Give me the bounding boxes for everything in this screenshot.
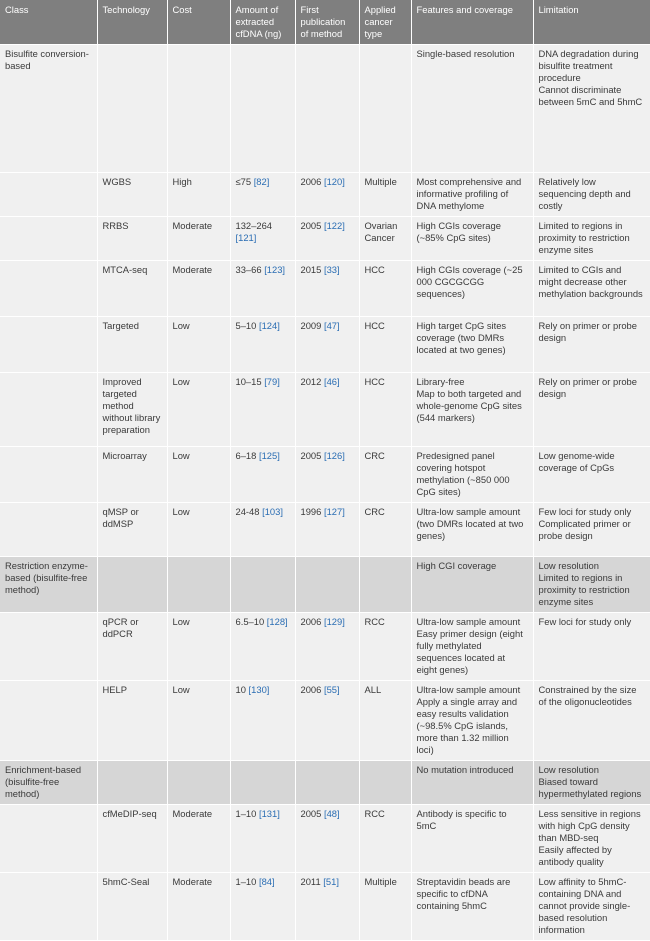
cell-limitation — [533, 447, 650, 503]
cell-class — [0, 805, 97, 873]
cell-features-line: High CGIs coverage (~25 000 CGCGCGG sequences) — [416, 264, 523, 299]
cancer-type: RCC — [364, 616, 385, 627]
cell-class — [0, 557, 97, 613]
cell-amount — [230, 173, 295, 217]
cell-technology — [97, 173, 167, 217]
cell-publication-value: 2006 — [300, 616, 322, 627]
cell-class — [0, 873, 97, 941]
cell-cancer — [359, 805, 411, 873]
technology-name: cfMeDIP-seq — [102, 808, 157, 819]
reference-link[interactable]: [79] — [264, 376, 280, 387]
cell-limitation — [533, 873, 650, 941]
class-name: Restriction enzyme-based (bisulfite-free method) — [5, 560, 88, 595]
cell-features-line: Easy primer design (eight fully methylated sequences located at eight genes) — [416, 628, 523, 675]
cost-value: Low — [172, 684, 190, 695]
table-row — [0, 173, 650, 217]
cell-amount — [230, 261, 295, 317]
technology-name: Targeted — [102, 320, 139, 331]
cell-cost — [167, 503, 230, 557]
cell-technology — [97, 873, 167, 941]
cell-publication — [295, 503, 359, 557]
cell-amount-value: 10 — [235, 684, 246, 695]
cell-publication — [295, 681, 359, 761]
cell-amount-value: 6.5–10 — [235, 616, 265, 627]
cell-cost — [167, 317, 230, 373]
cell-features — [411, 557, 533, 613]
table-row — [0, 447, 650, 503]
reference-link[interactable]: [84] — [258, 876, 275, 887]
cell-features — [411, 317, 533, 373]
reference-link[interactable]: [123] — [264, 264, 286, 275]
cell-limitation-line: Complicated primer or probe design — [538, 518, 631, 541]
cell-publication-value: 2006 — [300, 176, 322, 187]
cancer-type: Ovarian Cancer — [364, 220, 398, 243]
technology-name: RRBS — [102, 220, 129, 231]
table-row — [0, 613, 650, 681]
cell-amount-value: 132–264 — [235, 220, 272, 231]
cancer-type: CRC — [364, 506, 385, 517]
cell-cancer — [359, 761, 411, 805]
cell-cancer — [359, 613, 411, 681]
cell-amount-value: 33–66 — [235, 264, 262, 275]
table-row — [0, 681, 650, 761]
cell-amount — [230, 805, 295, 873]
cell-features-line: No mutation introduced — [416, 764, 514, 775]
cell-features-line: Single-based resolution — [416, 48, 515, 59]
cell-limitation-line: Limited to CGIs and might decrease other methylation backgrounds — [538, 264, 643, 299]
cell-technology — [97, 317, 167, 373]
cell-class — [0, 217, 97, 261]
cell-technology — [97, 45, 167, 173]
cell-limitation — [533, 503, 650, 557]
header-class: Class — [0, 0, 97, 45]
class-name: Enrichment-based (bisulfite-free method) — [5, 764, 82, 799]
cell-limitation-line: Easily affected by antibody quality — [538, 844, 612, 867]
cell-features-line: Apply a single array and easy results validation (~98.5% CpG islands, more than 1.32 million loci) — [416, 696, 518, 755]
cell-class — [0, 45, 97, 173]
cell-cancer — [359, 217, 411, 261]
cell-publication-value: 2005 — [300, 450, 322, 461]
cell-features-line: Ultra-low sample amount — [416, 616, 521, 627]
cell-cancer — [359, 681, 411, 761]
reference-link[interactable]: [33] — [323, 264, 340, 275]
cell-technology — [97, 805, 167, 873]
cell-limitation-line: Rely on primer or probe design — [538, 320, 637, 343]
cell-limitation — [533, 613, 650, 681]
cell-technology — [97, 373, 167, 447]
cell-features-line: Streptavidin beads are specific to cfDNA containing 5hmC — [416, 876, 511, 911]
cell-limitation — [533, 557, 650, 613]
cell-features — [411, 805, 533, 873]
cell-cost — [167, 613, 230, 681]
cell-features-line: Ultra-low sample amount — [416, 684, 521, 695]
cancer-type: Multiple — [364, 876, 397, 887]
cell-publication — [295, 613, 359, 681]
cell-technology — [97, 217, 167, 261]
table-row — [0, 217, 650, 261]
cell-features-line: Predesigned panel covering hotspot methylation (~850 000 CpG sites) — [416, 450, 510, 497]
cell-amount-value: ≤75 — [235, 176, 252, 187]
reference-link[interactable]: [120] — [323, 176, 345, 187]
cell-publication-value: 2009 — [300, 320, 322, 331]
cell-publication-value: 2005 — [300, 220, 322, 231]
technology-name: Microarray — [102, 450, 147, 461]
cell-class — [0, 681, 97, 761]
cell-limitation — [533, 761, 650, 805]
reference-link[interactable]: [122] — [323, 220, 345, 231]
technology-name: 5hmC-Seal — [102, 876, 150, 887]
cell-publication — [295, 557, 359, 613]
header-first-publication: First publication of method — [295, 0, 359, 45]
cell-features-line: Most comprehensive and informative profiling of DNA methylome — [416, 176, 522, 211]
cancer-type: HCC — [364, 264, 385, 275]
cell-amount-value: 5–10 — [235, 320, 257, 331]
cost-value: Moderate — [172, 220, 213, 231]
cancer-type: ALL — [364, 684, 382, 695]
cell-cancer — [359, 45, 411, 173]
reference-link[interactable]: [46] — [323, 376, 340, 387]
cell-publication — [295, 447, 359, 503]
reference-link[interactable]: [130] — [248, 684, 270, 695]
cell-cancer — [359, 317, 411, 373]
cell-limitation-line: Low resolution — [538, 764, 599, 775]
cancer-type: Multiple — [364, 176, 397, 187]
cell-cancer — [359, 373, 411, 447]
cell-amount — [230, 557, 295, 613]
cancer-type: CRC — [364, 450, 385, 461]
cell-limitation-line: Limited to regions in proximity to restriction enzyme sites — [538, 572, 630, 607]
table-body — [0, 45, 650, 941]
cell-publication — [295, 373, 359, 447]
cell-publication — [295, 761, 359, 805]
cell-limitation-line: Few loci for study only — [538, 506, 632, 517]
cell-cost — [167, 681, 230, 761]
cell-technology — [97, 503, 167, 557]
cell-class — [0, 373, 97, 447]
table-row — [0, 317, 650, 373]
cell-features — [411, 447, 533, 503]
cell-cost — [167, 217, 230, 261]
cell-limitation-line: Limited to regions in proximity to restriction enzyme sites — [538, 220, 630, 255]
header-limitation: Limitation — [533, 0, 650, 45]
cell-features — [411, 217, 533, 261]
cell-publication — [295, 261, 359, 317]
reference-link[interactable]: [124] — [258, 320, 280, 331]
header-technology: Technology — [97, 0, 167, 45]
cell-amount — [230, 613, 295, 681]
cell-technology — [97, 613, 167, 681]
cell-class — [0, 613, 97, 681]
cell-publication — [295, 317, 359, 373]
cell-amount — [230, 373, 295, 447]
cell-cost — [167, 557, 230, 613]
cell-class — [0, 173, 97, 217]
cell-amount — [230, 45, 295, 173]
cell-publication-value: 2006 — [300, 684, 322, 695]
cell-limitation — [533, 217, 650, 261]
cell-amount — [230, 317, 295, 373]
cell-limitation-line: Constrained by the size of the oligonucleotides — [538, 684, 637, 707]
table-row — [0, 873, 650, 941]
reference-link[interactable]: [103] — [262, 506, 283, 517]
cell-cost — [167, 373, 230, 447]
cell-cancer — [359, 447, 411, 503]
cell-publication — [295, 173, 359, 217]
cell-publication — [295, 873, 359, 941]
cell-limitation-line: Cannot discriminate between 5mC and 5hmC — [538, 84, 643, 107]
cost-value: High — [172, 176, 192, 187]
header-amount: Amount of extracted cfDNA (ng) — [230, 0, 295, 45]
cell-class — [0, 317, 97, 373]
cell-publication — [295, 217, 359, 261]
cell-amount — [230, 503, 295, 557]
cell-class — [0, 261, 97, 317]
cell-limitation — [533, 681, 650, 761]
cell-limitation-line: Few loci for study only — [538, 616, 632, 627]
cell-publication-value: 2011 — [300, 876, 321, 887]
cell-cost — [167, 261, 230, 317]
cell-technology — [97, 447, 167, 503]
reference-link[interactable]: [51] — [323, 876, 339, 887]
cell-publication-value: 2015 — [300, 264, 322, 275]
cell-features — [411, 613, 533, 681]
cell-publication — [295, 805, 359, 873]
table-row — [0, 503, 650, 557]
technology-name: qMSP or ddMSP — [102, 506, 139, 529]
cell-amount — [230, 681, 295, 761]
technology-name: Improved targeted method without library preparation — [102, 376, 161, 435]
cell-amount-value: 1–10 — [235, 808, 257, 819]
cell-cost — [167, 447, 230, 503]
reference-link[interactable]: [129] — [323, 616, 345, 627]
cell-limitation-line: Relatively low sequencing depth and costly — [538, 176, 631, 211]
technology-name: WGBS — [102, 176, 132, 187]
cell-amount — [230, 761, 295, 805]
cell-amount — [230, 217, 295, 261]
cell-features — [411, 373, 533, 447]
cell-features — [411, 681, 533, 761]
cost-value: Moderate — [172, 876, 213, 887]
cell-features-line: High CGIs coverage (~85% CpG sites) — [416, 220, 501, 243]
cell-features — [411, 873, 533, 941]
table-row — [0, 805, 650, 873]
cell-class — [0, 503, 97, 557]
cost-value: Moderate — [172, 264, 213, 275]
cell-class — [0, 761, 97, 805]
cancer-type: HCC — [364, 376, 385, 387]
cell-cancer — [359, 873, 411, 941]
cell-features — [411, 761, 533, 805]
cell-cost — [167, 805, 230, 873]
cell-cancer — [359, 261, 411, 317]
cost-value: Low — [172, 506, 190, 517]
cost-value: Low — [172, 320, 190, 331]
cell-limitation-line: Biased toward hypermethylated regions — [538, 776, 642, 799]
cancer-type: HCC — [364, 320, 385, 331]
header-cancer-type: Applied cancer type — [359, 0, 411, 45]
cell-publication-value: 2005 — [300, 808, 322, 819]
cell-cancer — [359, 557, 411, 613]
cell-publication-value: 1996 — [300, 506, 322, 517]
cancer-type: RCC — [364, 808, 385, 819]
cell-amount-value: 10–15 — [235, 376, 262, 387]
cost-value: Low — [172, 450, 190, 461]
technology-name: qPCR or ddPCR — [102, 616, 139, 639]
cell-features — [411, 173, 533, 217]
cell-cancer — [359, 173, 411, 217]
cost-value: Moderate — [172, 808, 213, 819]
cell-cost — [167, 761, 230, 805]
cell-amount-value: 6–18 — [235, 450, 257, 461]
reference-link[interactable]: [125] — [258, 450, 280, 461]
cell-amount-value: 1–10 — [235, 876, 257, 887]
cell-amount — [230, 873, 295, 941]
cell-limitation — [533, 173, 650, 217]
cell-limitation — [533, 45, 650, 173]
cell-features-line: Ultra-low sample amount (two DMRs located at two genes) — [416, 506, 524, 541]
cell-class — [0, 447, 97, 503]
table-row — [0, 373, 650, 447]
table-row-class — [0, 45, 650, 173]
table-row — [0, 261, 650, 317]
cell-features-line: Library-free — [416, 376, 465, 387]
reference-link[interactable]: [128] — [266, 616, 288, 627]
cost-value: Low — [172, 616, 190, 627]
table-row-class — [0, 761, 650, 805]
technology-name: HELP — [102, 684, 127, 695]
cell-limitation — [533, 373, 650, 447]
cell-technology — [97, 681, 167, 761]
cost-value: Low — [172, 376, 190, 387]
cell-features-line: High CGI coverage — [416, 560, 497, 571]
cell-limitation-line: Low resolution — [538, 560, 599, 571]
cell-technology — [97, 557, 167, 613]
cell-limitation-line: Low genome-wide coverage of CpGs — [538, 450, 615, 473]
cell-features-line: Antibody is specific to 5mC — [416, 808, 507, 831]
cell-features — [411, 503, 533, 557]
cell-amount — [230, 447, 295, 503]
reference-link[interactable]: [47] — [323, 320, 340, 331]
cell-limitation-line: Rely on primer or probe design — [538, 376, 637, 399]
reference-link[interactable]: [131] — [258, 808, 280, 819]
cell-amount-value: 24-48 — [235, 506, 260, 517]
technology-name: MTCA-seq — [102, 264, 148, 275]
cell-technology — [97, 261, 167, 317]
cell-limitation-line: DNA degradation during bisulfite treatment procedure — [538, 48, 639, 83]
cell-cost — [167, 873, 230, 941]
reference-link[interactable]: [55] — [323, 684, 340, 695]
cell-publication-value: 2012 — [300, 376, 322, 387]
cell-limitation-line: Low affinity to 5hmC-containing DNA and cannot provide single-based resolution information — [538, 876, 631, 935]
cell-features — [411, 261, 533, 317]
table-row-class — [0, 557, 650, 613]
table-header-row — [0, 0, 650, 45]
header-features: Features and coverage — [411, 0, 533, 45]
reference-link[interactable]: [121] — [235, 232, 257, 243]
reference-link[interactable]: [48] — [323, 808, 340, 819]
cell-cost — [167, 45, 230, 173]
cell-limitation — [533, 805, 650, 873]
cell-technology — [97, 761, 167, 805]
cell-features-line: High target CpG sites coverage (two DMRs located at two genes) — [416, 320, 507, 355]
cell-cost — [167, 173, 230, 217]
cell-limitation-line: Less sensitive in regions with high CpG density than MBD-seq — [538, 808, 641, 843]
reference-link[interactable]: [126] — [323, 450, 345, 461]
cell-publication — [295, 45, 359, 173]
cell-features — [411, 45, 533, 173]
reference-link[interactable]: [127] — [323, 506, 345, 517]
header-cost: Cost — [167, 0, 230, 45]
cell-features-line: Map to both targeted and whole-genome CpG sites (544 markers) — [416, 388, 522, 423]
class-name: Bisulfite conversion-based — [5, 48, 89, 71]
cell-cancer — [359, 503, 411, 557]
cell-limitation — [533, 317, 650, 373]
reference-link[interactable]: [82] — [253, 176, 270, 187]
cell-limitation — [533, 261, 650, 317]
